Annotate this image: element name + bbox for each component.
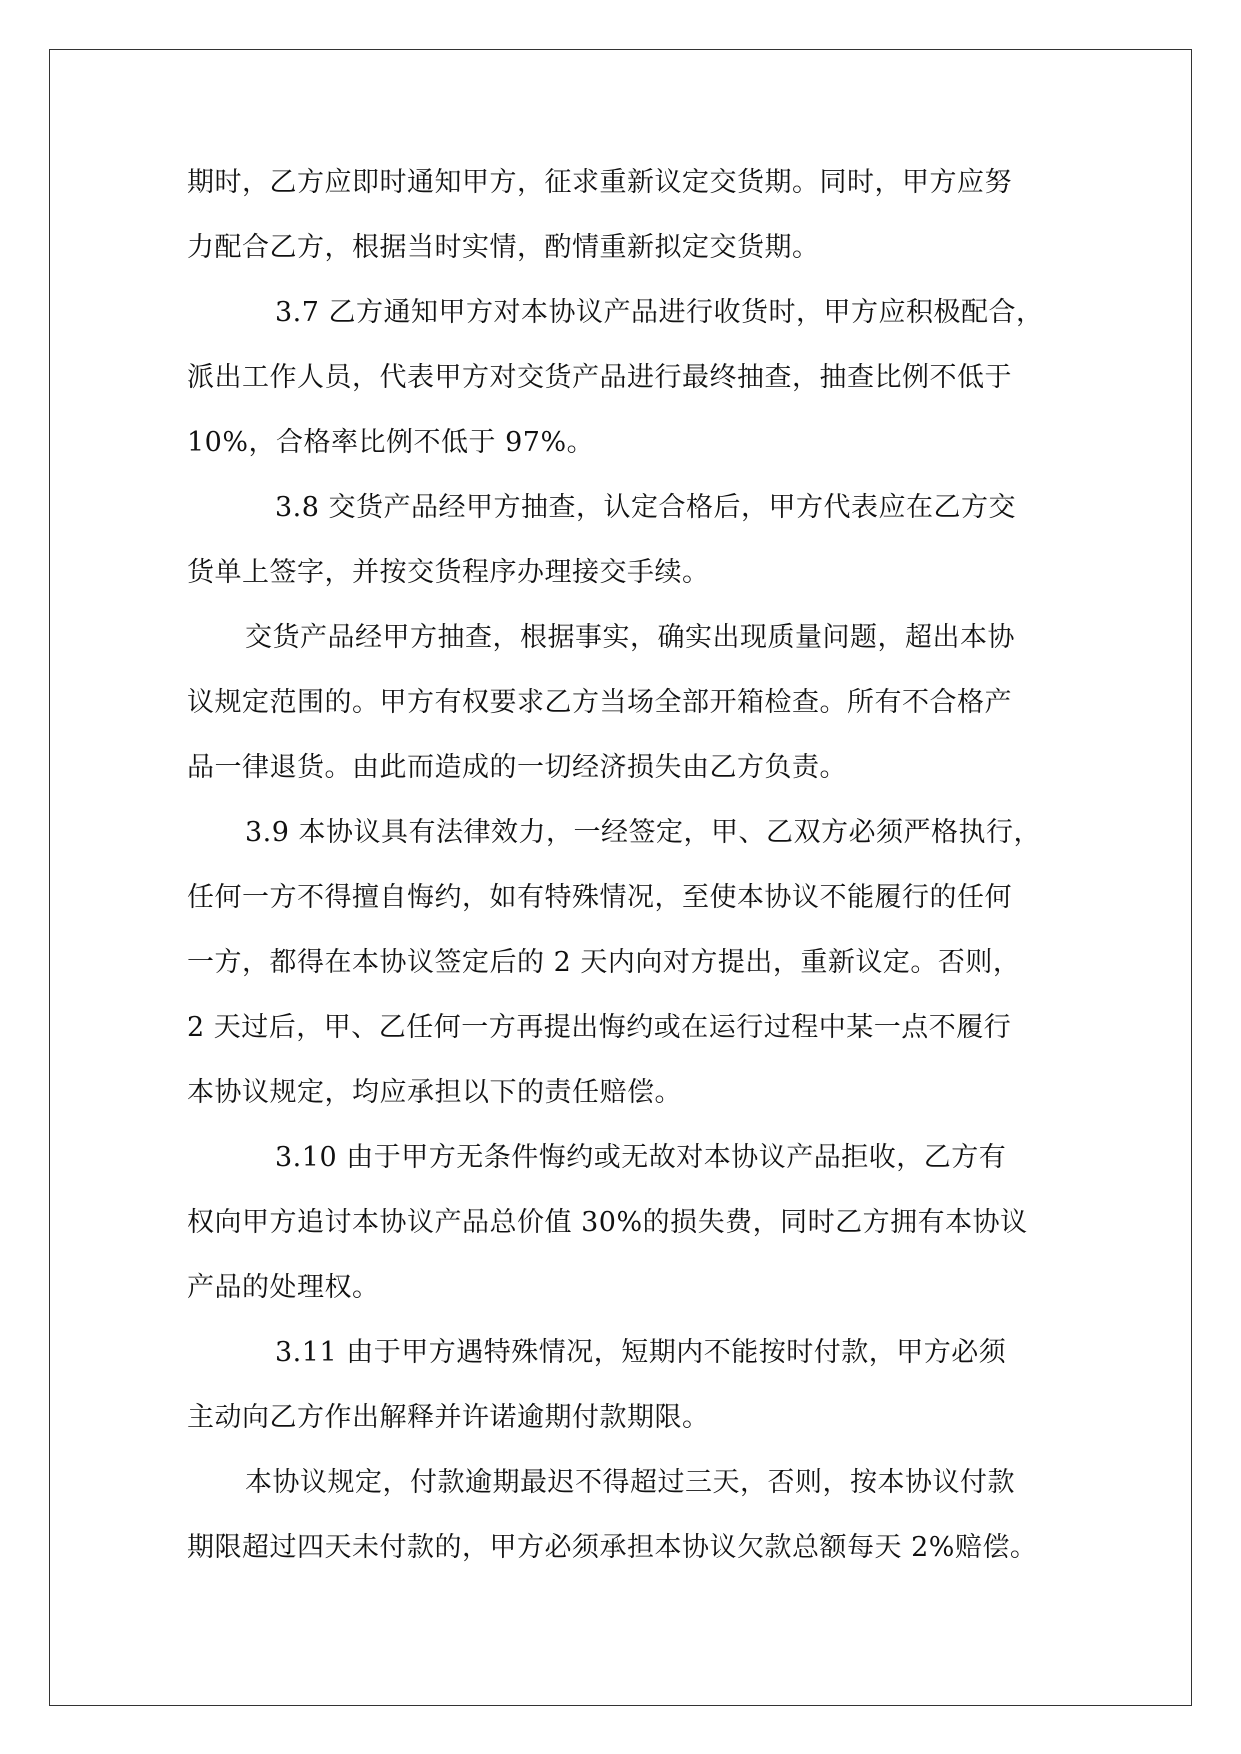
text-line: 品一律退货。由此而造成的一切经济损失由乙方负责。 xyxy=(187,752,847,783)
text-line: 主动向乙方作出解释并许诺逾期付款期限。 xyxy=(187,1402,710,1433)
text-line: 3.8 交货产品经甲方抽查，认定合格后，甲方代表应在乙方交 xyxy=(275,492,1017,523)
text-line: 本协议规定，付款逾期最迟不得超过三天，否则，按本协议付款 xyxy=(245,1467,1015,1498)
text-line: 3.11 由于甲方遇特殊情况，短期内不能按时付款，甲方必须 xyxy=(275,1337,1007,1368)
text-line: 任何一方不得擅自悔约，如有特殊情况，至使本协议不能履行的任何 xyxy=(187,882,1012,913)
text-line: 权向甲方追讨本协议产品总价值 30%的损失费，同时乙方拥有本协议 xyxy=(187,1207,1028,1238)
text-line: 2 天过后，甲、乙任何一方再提出悔约或在运行过程中某一点不履行 xyxy=(187,1012,1012,1043)
text-line: 10%，合格率比例不低于 97%。 xyxy=(187,427,595,458)
text-line: 产品的处理权。 xyxy=(187,1272,380,1303)
text-line: 派出工作人员，代表甲方对交货产品进行最终抽查，抽查比例不低于 xyxy=(187,362,1012,393)
text-line: 货单上签字，并按交货程序办理接交手续。 xyxy=(187,557,710,588)
text-line: 本协议规定，均应承担以下的责任赔偿。 xyxy=(187,1077,682,1108)
text-line: 力配合乙方，根据当时实情，酌情重新拟定交货期。 xyxy=(187,232,820,263)
text-line: 议规定范围的。甲方有权要求乙方当场全部开箱检查。所有不合格产 xyxy=(187,687,1012,718)
text-line: 交货产品经甲方抽查，根据事实，确实出现质量问题，超出本协 xyxy=(245,622,1015,653)
text-line: 3.10 由于甲方无条件悔约或无故对本协议产品拒收，乙方有 xyxy=(275,1142,1007,1173)
text-line: 3.7 乙方通知甲方对本协议产品进行收货时，甲方应积极配合， xyxy=(275,297,1044,328)
text-line: 期时，乙方应即时通知甲方，征求重新议定交货期。同时，甲方应努 xyxy=(187,167,1012,198)
text-line: 3.9 本协议具有法律效力，一经签定，甲、乙双方必须严格执行， xyxy=(245,817,1042,848)
text-line: 期限超过四天未付款的，甲方必须承担本协议欠款总额每天 2%赔偿。 xyxy=(187,1532,1038,1563)
text-line: 一方，都得在本协议签定后的 2 天内向对方提出，重新议定。否则， xyxy=(187,947,1021,978)
